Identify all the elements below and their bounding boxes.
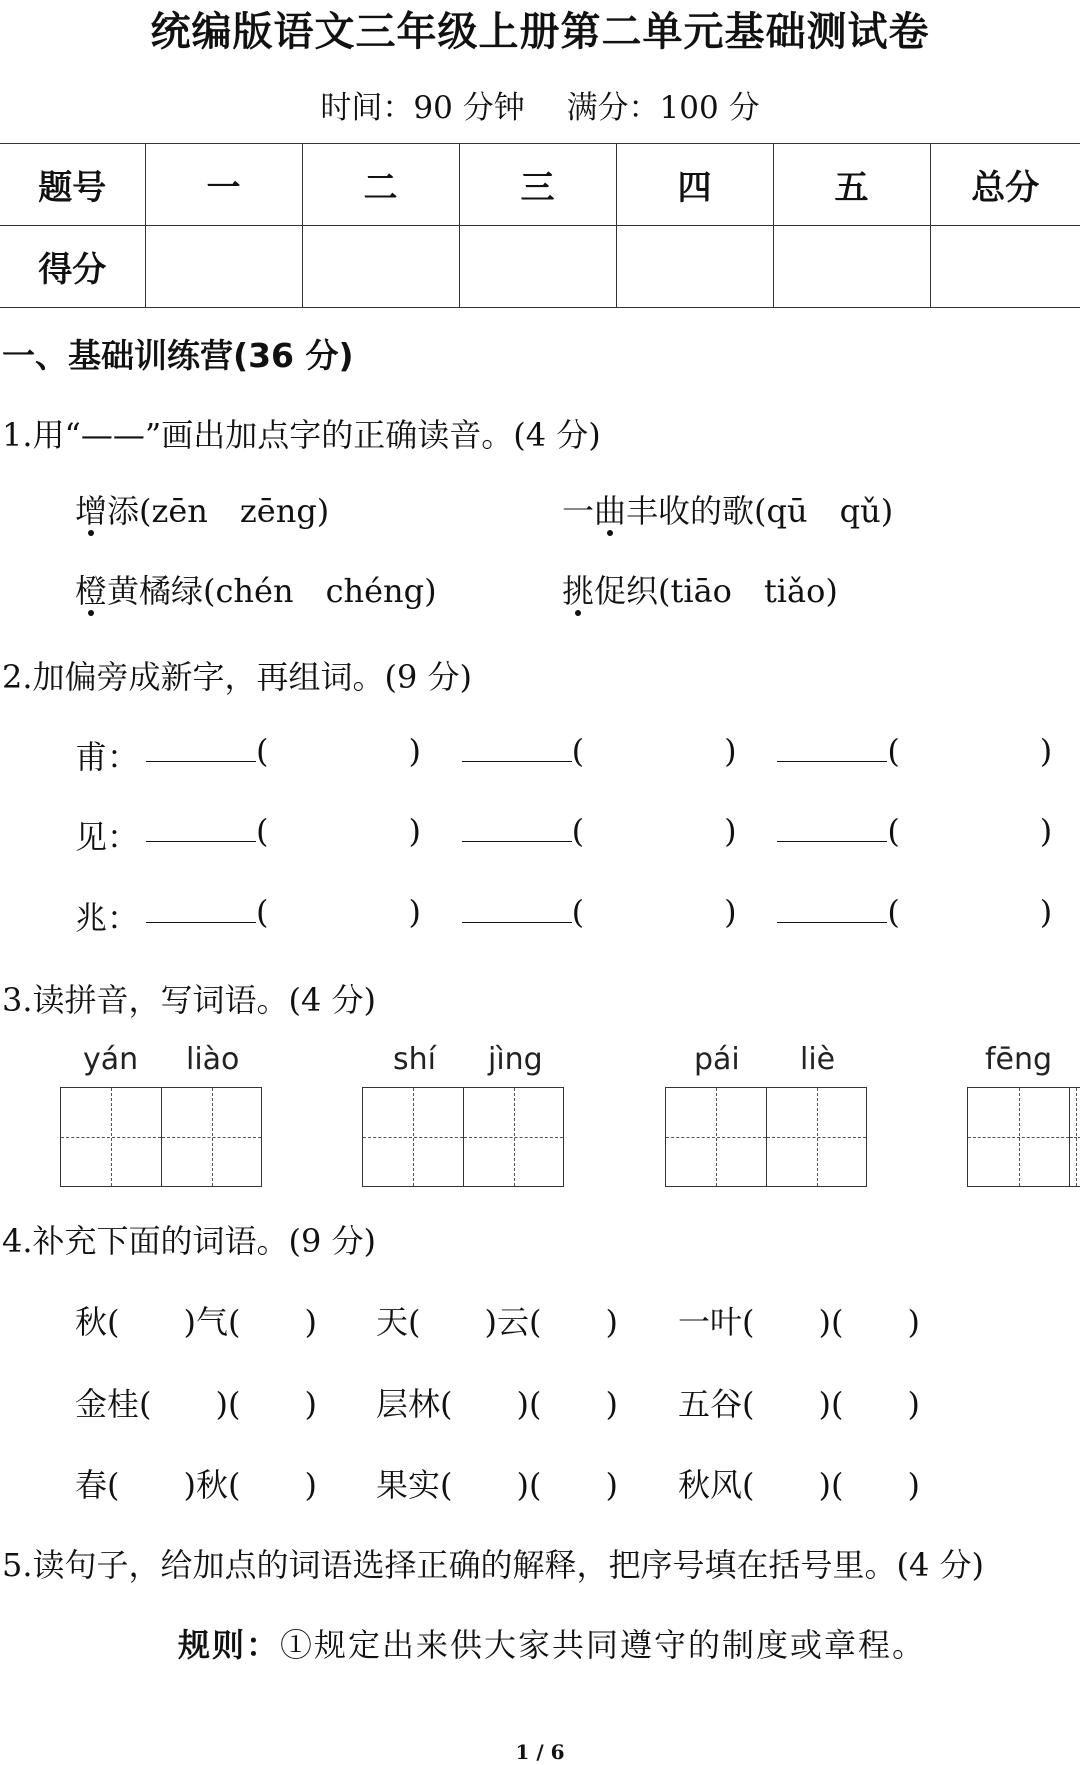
q4-item: 五谷( )( ) bbox=[678, 1385, 920, 1423]
score-cell bbox=[302, 226, 459, 308]
score-cell bbox=[616, 226, 773, 308]
answer-blank[interactable] bbox=[462, 733, 572, 762]
q2-blanks-row: ( ) ( ) ( ) bbox=[146, 732, 1052, 770]
section-title: 一、基础训练营(36 分) bbox=[2, 336, 354, 375]
pinyin-label: liào bbox=[186, 1042, 240, 1077]
answer-blank[interactable] bbox=[462, 894, 572, 923]
writing-grid[interactable] bbox=[967, 1087, 1080, 1187]
q4-item: 一叶( )( ) bbox=[678, 1303, 920, 1341]
dotted-char: 曲 bbox=[594, 492, 627, 530]
question-1-title: 1.用“——”画出加点字的正确读音。(4 分) bbox=[2, 416, 601, 454]
q2-row bbox=[75, 893, 139, 939]
pinyin-label: fēng bbox=[985, 1042, 1053, 1077]
score-table bbox=[0, 143, 1080, 308]
q4-item: 秋( )气( ) bbox=[75, 1303, 317, 1341]
grid-cell[interactable] bbox=[463, 1088, 563, 1186]
pinyin-label: yán bbox=[83, 1042, 139, 1077]
rule-text: ①规定出来供大家共同遵守的制度或章程。 bbox=[280, 1626, 927, 1664]
q2-row-label: 甫： bbox=[75, 738, 140, 776]
score-table-header-row bbox=[0, 144, 1080, 226]
score-cell bbox=[930, 226, 1080, 308]
q1-item bbox=[75, 486, 329, 532]
q2-blanks-row: ( ) ( ) ( ) bbox=[146, 812, 1052, 850]
grid-cell[interactable] bbox=[363, 1088, 463, 1186]
pinyin-label: jìng bbox=[488, 1042, 543, 1077]
q1-item-prefix: 一 bbox=[562, 492, 595, 530]
q1-item bbox=[75, 566, 437, 612]
dotted-char: 橙 bbox=[75, 572, 108, 610]
pinyin-label: liè bbox=[800, 1042, 836, 1077]
q1-item-text: 丰收的歌(qū qǔ) bbox=[626, 492, 894, 530]
exam-full-score: 满分：100 分 bbox=[566, 90, 760, 126]
question-4-title: 4.补充下面的词语。(9 分) bbox=[2, 1222, 377, 1260]
score-cell bbox=[773, 226, 930, 308]
grid-cell[interactable] bbox=[1069, 1088, 1080, 1186]
exam-time: 时间：90 分钟 bbox=[320, 90, 525, 126]
q2-row bbox=[75, 732, 139, 778]
score-cell bbox=[459, 226, 616, 308]
dotted-char: 增 bbox=[75, 492, 108, 530]
answer-blank[interactable] bbox=[146, 894, 256, 923]
answer-blank[interactable] bbox=[777, 733, 887, 762]
score-header-cell: 题号 bbox=[0, 144, 145, 226]
q4-item: 春( )秋( ) bbox=[75, 1466, 317, 1504]
score-row-label: 得分 bbox=[0, 226, 145, 308]
answer-blank[interactable] bbox=[146, 733, 256, 762]
answer-blank[interactable] bbox=[777, 894, 887, 923]
q1-item-text: 添(zēn zēng) bbox=[107, 492, 330, 530]
rule-definition bbox=[178, 1620, 926, 1666]
grid-cell[interactable] bbox=[61, 1088, 161, 1186]
question-2-title: 2.加偏旁成新字，再组词。(9 分) bbox=[2, 658, 473, 696]
page-number: 1 / 6 bbox=[515, 1740, 565, 1764]
grid-cell[interactable] bbox=[968, 1088, 1069, 1186]
q2-blanks-row: ( ) ( ) ( ) bbox=[146, 893, 1052, 931]
score-header-cell: 总分 bbox=[930, 144, 1080, 226]
score-table-score-row bbox=[0, 226, 1080, 308]
q4-item: 秋风( )( ) bbox=[678, 1466, 920, 1504]
q2-row bbox=[75, 812, 139, 858]
answer-blank[interactable] bbox=[777, 813, 887, 842]
dotted-char: 挑 bbox=[562, 572, 595, 610]
q1-item-text: 促织(tiāo tiǎo) bbox=[594, 572, 838, 610]
page-title: 统编版语文三年级上册第二单元基础测试卷 bbox=[150, 9, 930, 55]
grid-cell[interactable] bbox=[766, 1088, 866, 1186]
score-cell bbox=[145, 226, 302, 308]
question-5-title: 5.读句子，给加点的词语选择正确的解释，把序号填在括号里。(4 分) bbox=[2, 1546, 985, 1584]
q2-row-label: 见： bbox=[75, 818, 140, 856]
writing-grid[interactable] bbox=[362, 1087, 564, 1187]
q4-item: 果实( )( ) bbox=[376, 1466, 618, 1504]
score-header-cell: 四 bbox=[616, 144, 773, 226]
grid-cell[interactable] bbox=[666, 1088, 766, 1186]
pinyin-label: shí bbox=[393, 1042, 436, 1077]
question-3-title: 3.读拼音，写词语。(4 分) bbox=[2, 981, 377, 1019]
writing-grid[interactable] bbox=[665, 1087, 867, 1187]
rule-label: 规则： bbox=[178, 1626, 281, 1664]
q1-item bbox=[562, 566, 838, 612]
score-header-cell: 二 bbox=[302, 144, 459, 226]
q4-item: 金桂( )( ) bbox=[75, 1385, 317, 1423]
score-header-cell: 三 bbox=[459, 144, 616, 226]
pinyin-label: pái bbox=[694, 1042, 740, 1077]
q1-item-text: 黄橘绿(chén chéng) bbox=[107, 572, 437, 610]
q2-row-label: 兆： bbox=[75, 899, 140, 937]
writing-grid[interactable] bbox=[60, 1087, 262, 1187]
grid-cell[interactable] bbox=[161, 1088, 261, 1186]
q4-item: 层林( )( ) bbox=[376, 1385, 618, 1423]
answer-blank[interactable] bbox=[146, 813, 256, 842]
score-header-cell: 一 bbox=[145, 144, 302, 226]
score-header-cell: 五 bbox=[773, 144, 930, 226]
exam-info bbox=[0, 82, 1080, 127]
q1-item bbox=[562, 486, 893, 532]
answer-blank[interactable] bbox=[462, 813, 572, 842]
q4-item: 天( )云( ) bbox=[376, 1303, 618, 1341]
